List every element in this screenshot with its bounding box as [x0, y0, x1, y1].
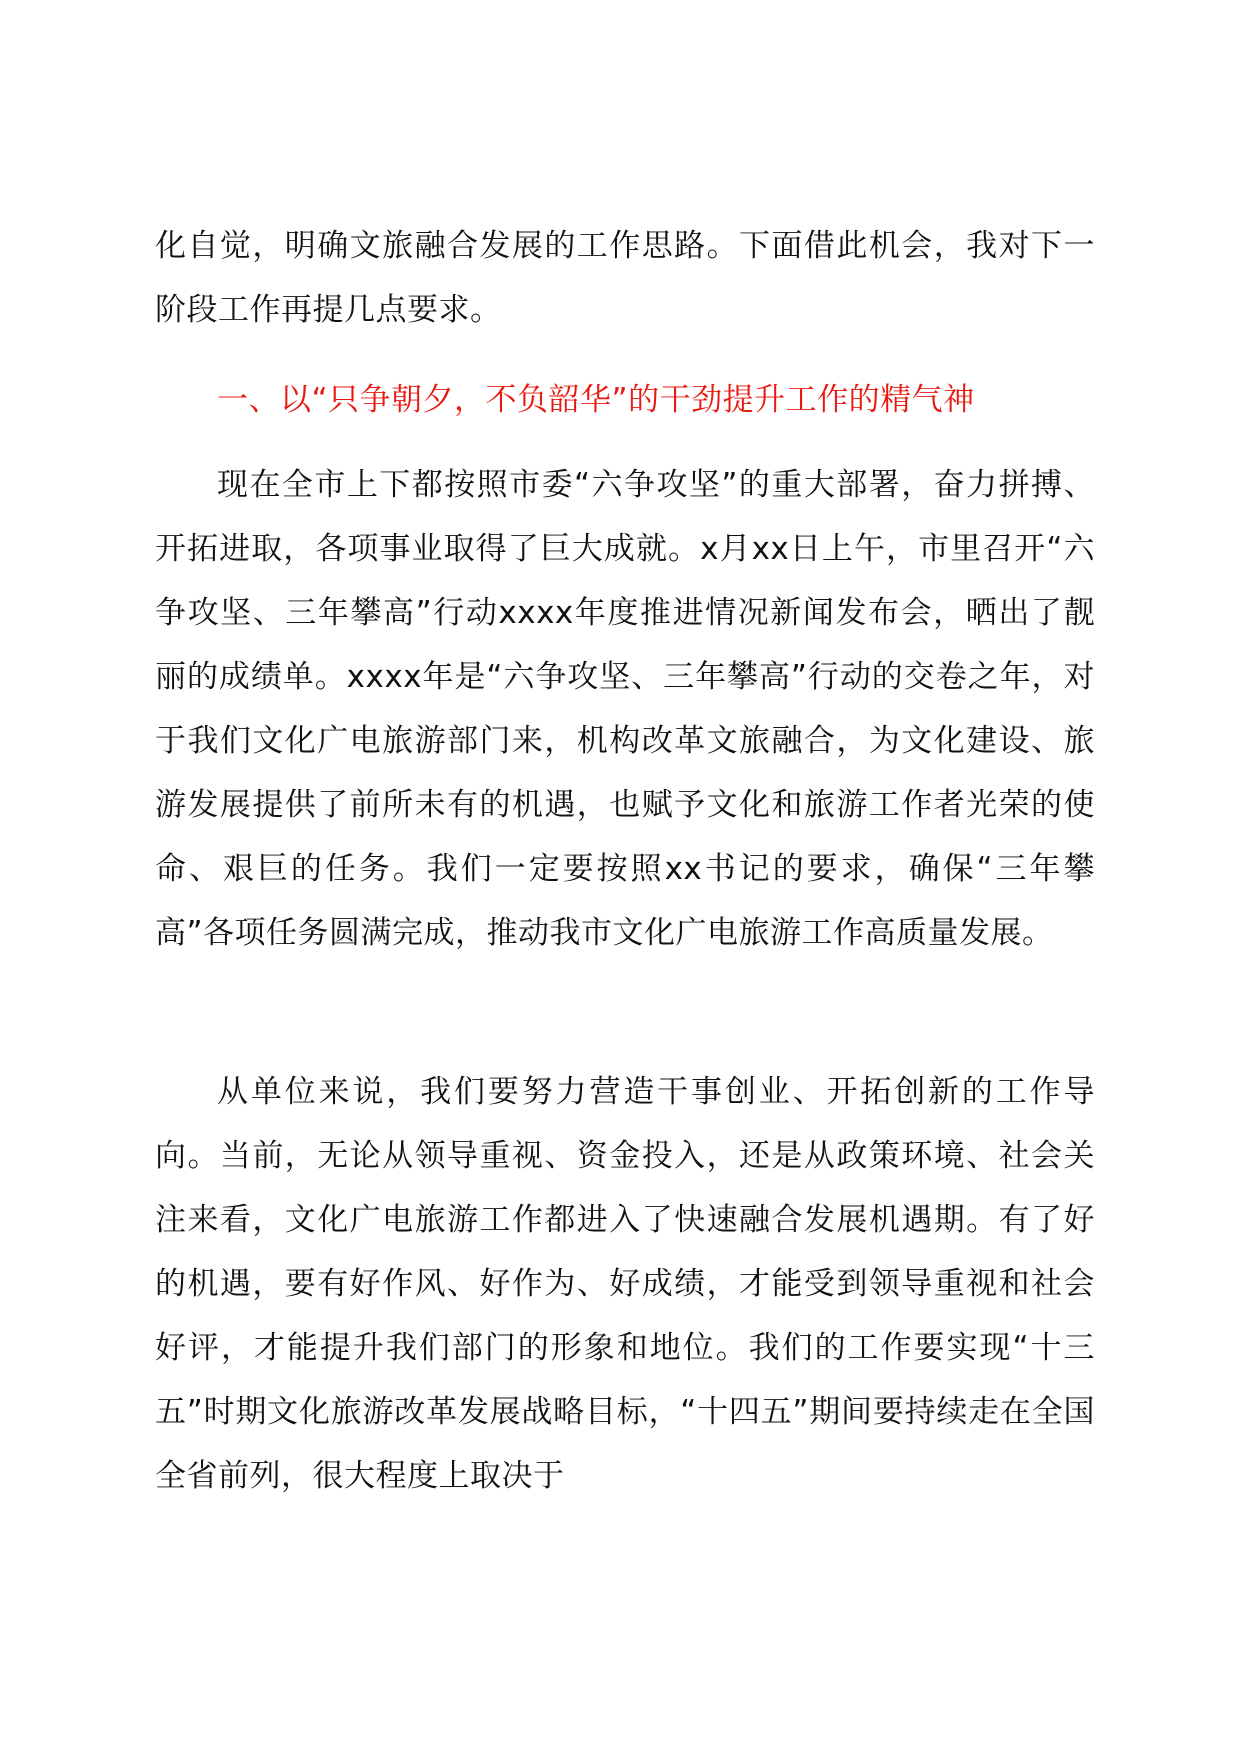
- continuation-paragraph: 化自觉，明确文旅融合发展的工作思路。下面借此机会，我对下一阶段工作再提几点要求。: [155, 228, 1095, 328]
- body-paragraph-1: 现在全市上下都按照市委“六争攻坚”的重大部署，奋力拼搏、开拓进取，各项事业取得了巨大成就。x月xx日上午，市里召开“六争攻坚、三年攀高”行动xxxx年度推进情况新闻发布会，晒出了靓丽的成绩单。xxxx年是“六争攻坚、三年攀高”行动的交卷之年，对于我们文化广电旅游部门来，机构改革文旅融合，为文化建设、旅游发展提供了前所未有的机遇，也赋予文化和旅游工作者光荣的使命、艰巨的任务。我们一定要按照xx书记的要求，确保“三年攀高”各项任务圆满完成，推动我市文化广电旅游工作高质量发展。: [155, 467, 1095, 951]
- body-paragraph-2: 从单位来说，我们要努力营造干事创业、开拓创新的工作导向。当前，无论从领导重视、资金投入，还是从政策环境、社会关注来看，文化广电旅游工作都进入了快速融合发展机遇期。有了好的机遇，要有好作风、好作为、好成绩，才能受到领导重视和社会好评，才能提升我们部门的形象和地位。我们的工作要实现“十三五”时期文化旅游改革发展战略目标，“十四五”期间要持续走在全国全省前列，很大程度上取决于: [155, 1074, 1095, 1494]
- section-heading: 一、以“只争朝夕，不负韶华”的干劲提升工作的精气神: [217, 382, 975, 418]
